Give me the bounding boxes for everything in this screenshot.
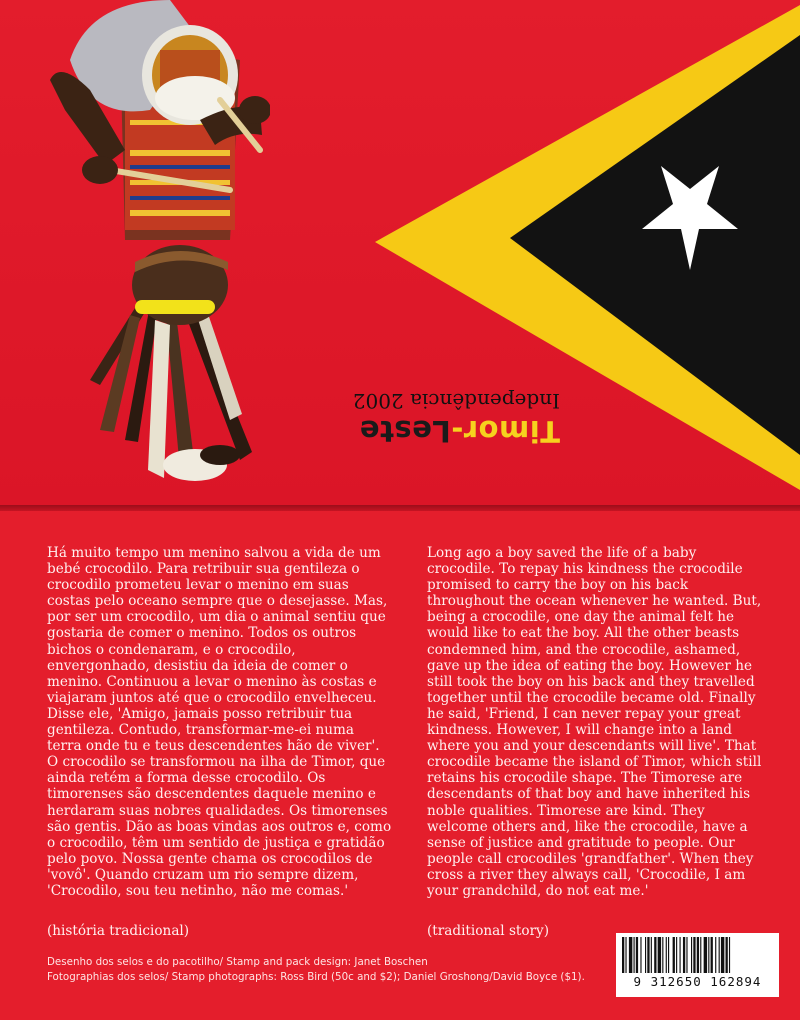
story-portuguese-source: (história tradicional) [47, 923, 190, 939]
credits-photos: Fotographias dos selos/ Stamp photographs: Ross Bird (50c and $2); Daniel Groshong/David Boyce ($1). [47, 971, 585, 983]
credits-design: Desenho dos selos e do pacotilho/ Stamp and pack design: Janet Boschen [47, 956, 428, 968]
barcode-digits: 9 312650 162894 [633, 974, 762, 989]
story-english-text: Long ago a boy saved the life of a baby crocodile. To repay his kindness the crocodile promised to carry the boy on his back throughout the ocean whenever he wanted. But, being a crocodile, one day the animal felt he would like to eat the boy. All the other beasts condemned him, and the crocodile, ashamed, gave up the idea of eating the boy. However he still took the boy on his back and they travelled together until the crocodile became old. Finally he said, 'Friend, I can never repay your great kindness. However, I will change into a land where you and your descendants will live'. That crocodile became the island of Timor, which still retains his crocodile shape. The Timorese are descendants of that boy and have inherited his noble qualities. Timorese are kind. They welcome others and, like the crocodile, have a sense of justice and gratitude to people. Our people call crocodiles 'grandfather'. When they cross a river they always call, 'Crocodile, I am your grandchild, do not eat me.' [427, 545, 762, 899]
drum [142, 25, 238, 125]
story-portuguese [47, 545, 392, 899]
story-english [427, 545, 767, 899]
barcode [616, 933, 779, 997]
title-timor: Timor- [450, 414, 560, 448]
story-english-source: (traditional story) [427, 923, 550, 939]
credits [47, 955, 607, 985]
title-timor-leste [330, 414, 560, 448]
cover-panel [0, 0, 800, 505]
barcode-bars [622, 937, 773, 973]
title-independence-year: Independência 2002 [352, 389, 560, 413]
dancer-photo [30, 0, 270, 500]
title-leste: Leste [359, 414, 451, 448]
sunglasses [135, 300, 215, 314]
cover-title [330, 388, 560, 448]
story-portuguese-text: Há muito tempo um menino salvou a vida de um bebé crocodilo. Para retribuir sua gentileza o crocodilo prometeu levar o menino em suas costas pelo oceano sempre que o desejasse. Mas, por ser um crocodilo, um dia o animal sentiu que gostaria de comer o menino. Todos os outros bichos o condenaram, e o crocodilo, envergonhado, desistiu da ideia de comer o menino. Continuou a levar o menino às costas e viajaram juntos até que o crocodilo envelheceu. Disse ele, 'Amigo, jamais posso retribuir tua gentileza. Contudo, transformar-me-ei numa terra onde tu e teus descendentes hão de viver'. O crocodilo se transformou na ilha de Timor, que ainda retém a forma desse crocodilo. Os timorenses são descendentes daquele menino e herdaram suas nobres qualidades. Os timorenses são gentis. Dão as boas vindas aos outros e, como o crocodilo, têm um sentido de justiça e gratidão pelo povo. Nossa gente chama os crocodilos de 'vovô'. Quando cruzam um rio sempre dizem, 'Crocodilo, sou teu netinho, não me comas.' [47, 545, 392, 899]
feather-headdress [90, 298, 252, 481]
